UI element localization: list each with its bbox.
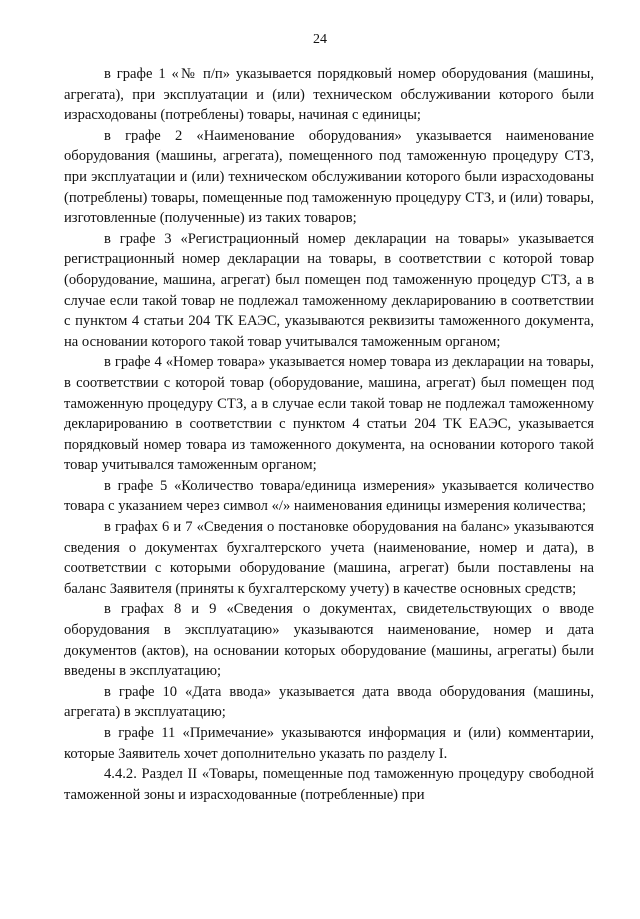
paragraph-column-4: в графе 4 «Номер товара» указывается номер товара из декларации на товары, в соответствии с которой товар (оборудование, машина, агрегат) был помещен под таможенную процедуру СТЗ, а в случае если такой товар не подлежал таможенному декларированию в соответствии с пунктом 4 статьи 204 ТК ЕАЭС, указывается порядковый номер товара из таможенного документа, на основании которого такой товар учитывался таможенным органом; [64,354,594,474]
paragraph-column-2: в графе 2 «Наименование оборудования» указывается наименование оборудования (машины, агрегата), помещенного под таможенную процедуру СТЗ, при эксплуатации и (или) техническом обслуживании которого были израсходованы (потреблены) товары, помещенные под таможенную процедуру СТЗ, и (или) товары, изготовленные (полученные) из таких товаров; [64,127,594,227]
paragraph-column-10: в графе 10 «Дата ввода» указывается дата ввода оборудования (машины, агрегата) в эксплуатацию; [64,683,594,721]
paragraph-columns-6-7: в графах 6 и 7 «Сведения о постановке оборудования на баланс» указываются сведения о документах бухгалтерского учета (наименование, номер и дата), в соответствии с которыми оборудование (машина, агрегат) были поставлены на баланс Заявителя (приняты к бухгалтерскому учету) в качестве основных средств; [64,519,594,597]
paragraph-column-11: в графе 11 «Примечание» указываются информация и (или) комментарии, которые Заявитель хочет дополнительно указать по разделу I. [64,725,594,762]
paragraph-column-3: в графе 3 «Регистрационный номер декларации на товары» указывается регистрационный номер декларации на товары, в соответствии с которой товар (оборудование, машина, агрегат) был помещен под таможенную процедур СТЗ, а в случае если такой товар не подлежал таможенному декларированию в соответствии с пунктом 4 статьи 204 ТК ЕАЭС, указываются реквизиты таможенного документа, на основании которого такой товар учитывался таможенным органом; [64,230,594,350]
page-number: 24 [313,32,327,47]
paragraph-column-1: в графе 1 «№ п/п» указывается порядковый номер оборудования (машины, агрегата), при эксплуатации и (или) техническом обслуживании которого были израсходованы (потреблены) товары, начиная с единицы; [64,66,594,124]
paragraph-section-4-4-2: 4.4.2. Раздел II «Товары, помещенные под таможенную процедуру свободной таможенной зоны и израсходованные (потребленные) при [64,766,594,803]
document-body [64,64,594,805]
paragraph-columns-8-9: в графах 8 и 9 «Сведения о документах, свидетельствующих о вводе оборудования в эксплуатацию» указываются наименование, номер и дата документов (актов), на основании которых оборудование (машины, агрегаты) были введены в эксплуатацию; [64,601,594,680]
paragraph-column-5: в графе 5 «Количество товара/единица измерения» указывается количество товара с указанием через символ «/» наименования единицы измерения количества; [64,477,594,515]
